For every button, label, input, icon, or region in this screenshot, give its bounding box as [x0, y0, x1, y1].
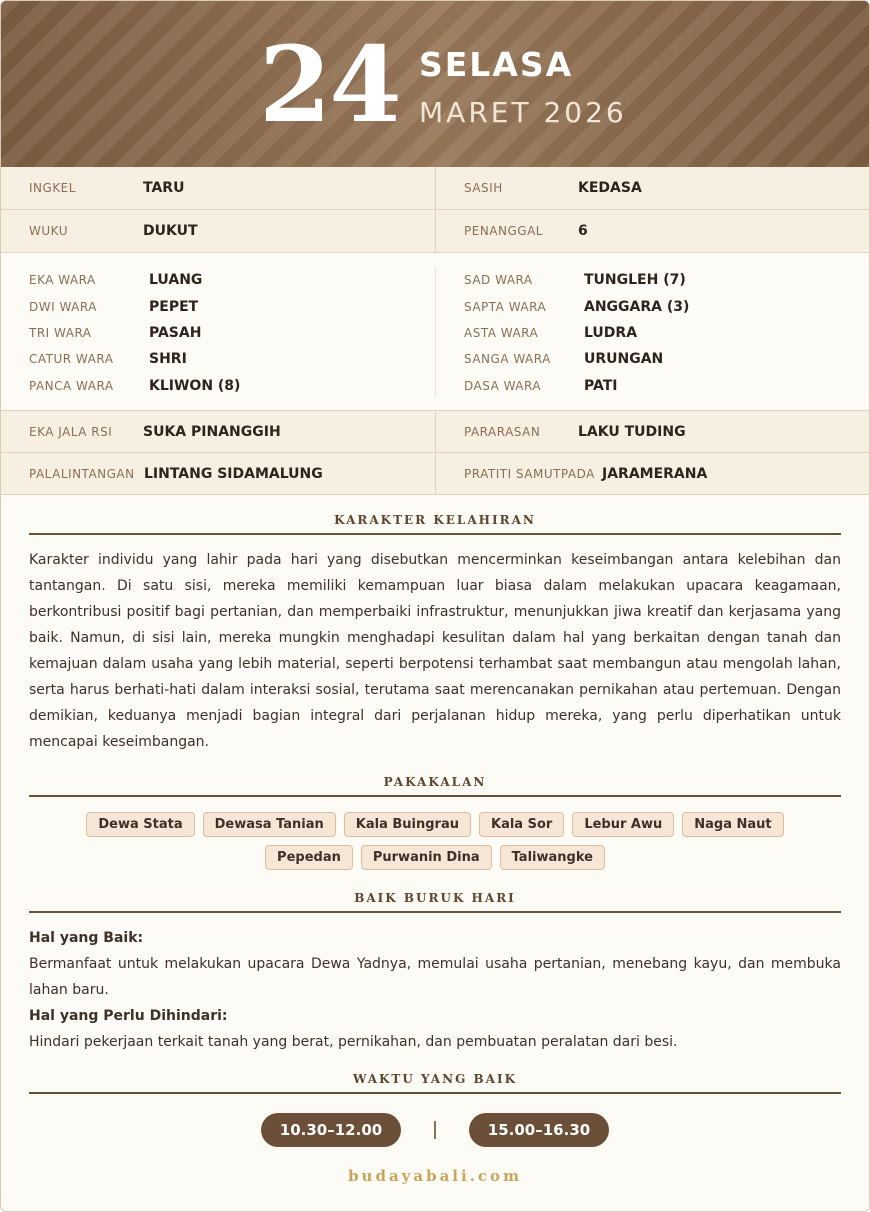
wara-label: EKA WARA: [29, 273, 96, 288]
pakakalan-chip: Dewasa Tanian: [203, 812, 336, 837]
wara-value: LUANG: [149, 272, 203, 289]
wara-label: SANGA WARA: [464, 352, 551, 367]
date-header: [1, 1, 869, 167]
wara-label: CATUR WARA: [29, 352, 114, 367]
wara-value: TUNGLEH (7): [584, 272, 686, 289]
wara-value: URUNGAN: [584, 351, 664, 368]
penanggal-cell: [435, 210, 869, 252]
sasih-cell: [435, 167, 869, 209]
pratiti-samutpada-label: PRATITI SAMUTPADA: [464, 466, 595, 481]
pakakalan-section: [1, 775, 869, 870]
pakakalan-title: PAKAKALAN: [29, 775, 841, 797]
month-year: MARET 2026: [419, 96, 627, 129]
wara-value: KLIWON (8): [149, 377, 241, 394]
time-separator: [434, 1121, 436, 1139]
pakakalan-chip: Purwanin Dina: [361, 845, 492, 870]
info-row-palalintangan-pratiti: [1, 453, 869, 495]
wara-row: [464, 373, 869, 399]
palalintangan-value: LINTANG SIDAMALUNG: [144, 465, 323, 482]
wara-row: [464, 346, 869, 372]
time-slot-pill: 15.00–16.30: [469, 1113, 609, 1147]
pratiti-samutpada-cell: [435, 453, 869, 494]
day-name: SELASA: [419, 45, 574, 84]
pakakalan-chip: Kala Buingrau: [344, 812, 471, 837]
pakakalan-chip: Naga Naut: [682, 812, 783, 837]
wara-label: PANCA WARA: [29, 378, 114, 393]
wara-left-column: [1, 267, 435, 410]
palalintangan-cell: [1, 453, 435, 494]
wuku-value: DUKUT: [143, 223, 198, 239]
wara-row: [29, 320, 435, 346]
karakter-text: Karakter individu yang lahir pada hari yang disebutkan mencerminkan keseimbangan antara kelebihan dan tantangan. Di satu sisi, mereka memiliki kemampuan luar biasa dalam melakukan upacara keagamaan, berkontribusi positif bagi pertanian, dan memperbaiki infrastruktur, menunjukkan jiwa kreatif dan kerjasama yang baik. Namun, di sisi lain, mereka mungkin menghadapi kesulitan dalam hal yang berkaitan dengan tanah dan kemajuan dalam usaha yang lebih material, seperti berpotensi terhambat saat membangun atau mengolah lahan, serta harus berhati-hati dalam interaksi sosial, terutama saat merencanakan pernikahan atau pertemuan. Dengan demikian, keduanya menjadi bagian integral dari perjalanan hidup mereka, yang perlu diperhatikan untuk mencapai keseimbangan.: [29, 552, 841, 750]
eka-jala-rsi-value: SUKA PINANGGIH: [143, 423, 281, 440]
ingkel-cell: [1, 167, 435, 209]
pakakalan-chip: Lebur Awu: [572, 812, 674, 837]
sasih-value: KEDASA: [578, 180, 642, 196]
time-slots: [29, 1113, 841, 1147]
wara-label: DASA WARA: [464, 378, 542, 393]
wara-row: [29, 346, 435, 372]
wara-right-column: [435, 267, 869, 397]
baik-buruk-section: [1, 891, 869, 1055]
sasih-label: SASIH: [464, 181, 503, 195]
karakter-section: [1, 513, 869, 755]
day-number: 24: [259, 23, 400, 146]
wara-section: [1, 253, 869, 411]
wara-label: DWI WARA: [29, 299, 97, 314]
penanggal-value: 6: [578, 223, 588, 239]
wara-value: PASAH: [149, 324, 202, 341]
pakakalan-chip: Pepedan: [265, 845, 353, 870]
wara-value: LUDRA: [584, 324, 638, 341]
time-slot-pill: 10.30–12.00: [261, 1113, 401, 1147]
wara-row: [464, 267, 869, 293]
wara-label: SAPTA WARA: [464, 299, 547, 314]
baik-buruk-title: BAIK BURUK HARI: [29, 891, 841, 913]
penanggal-label: PENANGGAL: [464, 224, 543, 238]
ingkel-value: TARU: [143, 180, 185, 196]
waktu-section: [1, 1072, 869, 1147]
palalintangan-label: PALALINTANGAN: [29, 466, 135, 481]
wara-label: ASTA WARA: [464, 325, 539, 340]
avoid-text: Hindari pekerjaan terkait tanah yang berat, pernikahan, dan pembuatan peralatan dari besi.: [29, 1034, 678, 1050]
pakakalan-chip: Kala Sor: [479, 812, 564, 837]
pakakalan-chip: Taliwangke: [500, 845, 605, 870]
wuku-cell: [1, 210, 435, 252]
pararasan-label: PARARASAN: [464, 424, 541, 439]
eka-jala-rsi-cell: [1, 411, 435, 452]
pararasan-value: LAKU TUDING: [578, 423, 686, 440]
good-text: Bermanfaat untuk melakukan upacara Dewa Yadnya, memulai usaha pertanian, menebang kayu, dan membuka lahan baru.: [29, 956, 841, 998]
footer-site-name: budayabali.com: [348, 1167, 522, 1185]
pakakalan-chips: [29, 797, 841, 870]
wara-row: [29, 267, 435, 293]
wara-row: [29, 373, 435, 399]
wara-row: [464, 293, 869, 319]
wuku-label: WUKU: [29, 224, 68, 238]
wara-label: SAD WARA: [464, 273, 533, 288]
info-row-wuku-penanggal: [1, 210, 869, 253]
wara-value: ANGGARA (3): [584, 298, 690, 315]
avoid-label: Hal yang Perlu Dihindari:: [29, 1008, 228, 1024]
wara-value: PEPET: [149, 298, 199, 315]
karakter-title: KARAKTER KELAHIRAN: [29, 513, 841, 535]
good-label: Hal yang Baik:: [29, 930, 144, 946]
baik-buruk-content: [29, 925, 841, 1055]
wara-value: PATI: [584, 377, 618, 394]
eka-jala-rsi-label: EKA JALA RSI: [29, 424, 113, 439]
wara-label: TRI WARA: [29, 325, 92, 340]
waktu-title: WAKTU YANG BAIK: [29, 1072, 841, 1094]
wara-row: [29, 293, 435, 319]
pratiti-samutpada-value: JARAMERANA: [602, 465, 708, 482]
info-row-ekajalarsi-pararasan: [1, 411, 869, 453]
ingkel-label: INGKEL: [29, 181, 76, 195]
info-row-ingkel-sasih: [1, 167, 869, 210]
wara-row: [464, 320, 869, 346]
pararasan-cell: [435, 411, 869, 452]
wara-value: SHRI: [149, 351, 187, 368]
pakakalan-chip: Dewa Stata: [86, 812, 194, 837]
